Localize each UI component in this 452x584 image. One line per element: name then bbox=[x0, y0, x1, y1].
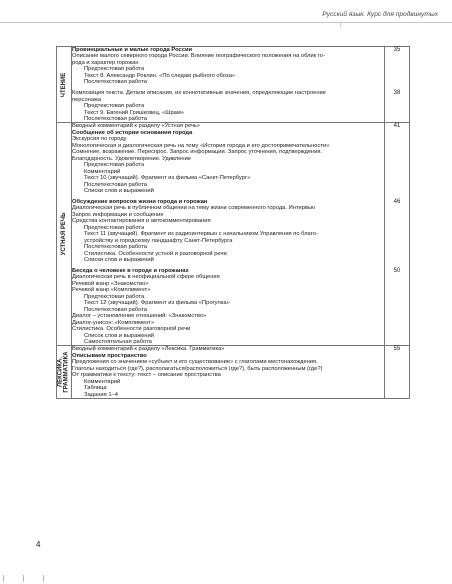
entry-line: Диалогическая речь в публичном общении на тему жизни современного города. Интервью bbox=[72, 205, 316, 212]
toc-entry bbox=[72, 47, 384, 86]
section-row bbox=[57, 123, 410, 346]
entry-heading: Провинциальные и малые города России bbox=[72, 47, 193, 53]
toc-entry bbox=[72, 199, 384, 264]
entry-line: Текст 12 (звучащий). Фрагмент из фильма «Прогулка» bbox=[84, 300, 230, 307]
entry-line: Списки слов и выражений bbox=[84, 188, 154, 195]
entry-line: Средства контактирования и автокомментирования bbox=[72, 218, 211, 225]
contents-table-body bbox=[57, 47, 410, 399]
entry-page-number: 55 bbox=[393, 346, 401, 353]
entry-line: Вводный комментарий к разделу «Устная речь» bbox=[72, 123, 201, 130]
running-header: Русский язык. Курс для продвинутых bbox=[322, 11, 438, 18]
section-title-part: ГРАММАТИКА bbox=[64, 351, 70, 393]
section-content bbox=[72, 346, 385, 399]
entry-line: Текст 11 (звучащий). Фрагмент из радиоинтервью с начальником Управления по благо- bbox=[84, 231, 318, 238]
crop-mark bbox=[43, 575, 44, 582]
entry-line: Предтекстовая работа bbox=[84, 293, 145, 300]
entry-line: Текст 8. Александр Роклин. «По следам рыбного обоза» bbox=[84, 72, 236, 79]
entry-line: Текст 10 (звучащий). Фрагмент из фильма «Санкт-Петербург» bbox=[84, 175, 251, 182]
entry-heading: Описываем пространство bbox=[72, 352, 147, 359]
section-label-cell bbox=[57, 123, 72, 346]
toc-entry bbox=[72, 268, 384, 345]
entry-line: Предтекстовая работа bbox=[84, 224, 145, 231]
page-numbers-cell bbox=[385, 346, 410, 399]
entry-line: Послетекстовая работа bbox=[84, 116, 147, 123]
entry-line: рода и характер горожан bbox=[72, 59, 139, 66]
entry-line: Задания 1–4 bbox=[84, 391, 118, 398]
header-tick bbox=[340, 22, 341, 27]
entry-line: Благодарность. Удовлетворение. Удивление bbox=[72, 155, 191, 162]
section-label-cell bbox=[57, 346, 72, 399]
entry-line: Предтекстовая работа bbox=[84, 103, 145, 110]
toc-entry bbox=[72, 90, 384, 122]
entry-line: Глаголы находиться (где?), располагаться/расположиться (где?), быть расположенным (где?) bbox=[72, 365, 323, 372]
header-rule bbox=[0, 22, 452, 23]
entry-line: Запрос информации и сообщение bbox=[72, 211, 164, 218]
entry-line: Диалог-унисон: «Комплимент» bbox=[72, 319, 155, 326]
entry-line: Таблица bbox=[84, 385, 107, 392]
entry-line: Сомнение, возражение. Переспрос. Запрос информации. Запрос уточнения, подтверждения. bbox=[72, 149, 323, 156]
entry-line: Предтекстовая работа bbox=[84, 66, 145, 73]
entry-page-number: 46 bbox=[393, 198, 401, 205]
entry-line: Текст 9. Евгений Гришковец, «Шрам» bbox=[84, 109, 185, 116]
entry-line: Предложения со значением «субъект и его существование» с глаголами местонахождения. bbox=[72, 359, 318, 366]
entry-line: Стилистика. Особенности устной и разговорной речи bbox=[84, 250, 227, 257]
entry-line: Описание малого северного города России. Влияние географического положения на облик го- bbox=[72, 53, 325, 60]
section-label-cell bbox=[57, 47, 72, 123]
entry-line: Комментарий bbox=[84, 168, 121, 175]
entry-heading: Обсуждение вопросов жизни города и горожан bbox=[72, 198, 208, 205]
entry-heading: Сообщение об истории основания города bbox=[72, 129, 193, 136]
contents-table bbox=[56, 46, 410, 399]
entry-line: Стилистика. Особенности разговорной речи bbox=[72, 326, 191, 333]
section-row bbox=[57, 47, 410, 123]
entry-line: Монологическая и диалогическая речь на тему «История города и его достопримечательности» bbox=[72, 142, 330, 149]
entry-line: Послетекстовая работа bbox=[84, 306, 147, 313]
entry-line: Предтекстовая работа bbox=[84, 162, 145, 169]
entry-line: Комментарий bbox=[84, 378, 121, 385]
section-title: ЧТЕНИЕ bbox=[60, 72, 67, 97]
entry-line: Речевой жанр «Знакомство» bbox=[72, 280, 149, 287]
entry-line: Вводный комментарий к разделу «Лексика. Грамматика» bbox=[72, 346, 225, 353]
toc-entry bbox=[72, 123, 384, 194]
page-numbers-cell bbox=[385, 47, 410, 123]
entry-line: Диалог – установление отношений: «Знакомство» bbox=[72, 313, 207, 320]
toc-entry bbox=[72, 346, 384, 398]
entry-line: От грамматики к тексту: текст – описание пространства bbox=[72, 372, 221, 379]
entry-line: Список слов и выражений bbox=[84, 332, 154, 339]
page-numbers-cell bbox=[385, 123, 410, 346]
section-title-part: ЛЕКСИКА. bbox=[57, 357, 64, 388]
page-number: 4 bbox=[36, 540, 41, 549]
section-content bbox=[72, 123, 385, 346]
entry-line: Послетекстовая работа bbox=[84, 181, 147, 188]
entry-heading: Беседа о человеке в городе и горожанах bbox=[72, 268, 189, 274]
section-content bbox=[72, 47, 385, 123]
entry-line: Послетекстовая работа bbox=[84, 79, 147, 86]
entry-page-number: 50 bbox=[393, 268, 401, 274]
entry-line: устройству и городскому ландшафту Санкт-Петербурга bbox=[84, 237, 233, 244]
entry-line: Экскурсия по городу bbox=[72, 136, 127, 143]
section-title: УСТНАЯ РЕЧЬ bbox=[60, 213, 67, 256]
entry-line: Композиция текста. Детали описания, их коннотативные значения, определяющие настроение bbox=[72, 90, 326, 97]
entry-page-number: 35 bbox=[393, 47, 401, 53]
entry-line: Речевой жанр «Комплимент» bbox=[72, 287, 151, 294]
entry-line: персонажа bbox=[72, 96, 102, 103]
entry-line: Самостоятельная работа bbox=[84, 338, 152, 345]
section-title bbox=[58, 352, 71, 393]
entry-line: Диалогическая речь в неофициальной сфере общения bbox=[72, 274, 220, 281]
entry-page-number: 38 bbox=[393, 90, 401, 97]
entry-page-number: 41 bbox=[393, 123, 401, 130]
entry-line: Послетекстовая работа bbox=[84, 244, 147, 251]
crop-mark bbox=[23, 575, 24, 582]
crop-mark bbox=[3, 575, 4, 582]
section-row bbox=[57, 346, 410, 399]
entry-line: Списки слов и выражений bbox=[84, 257, 154, 264]
